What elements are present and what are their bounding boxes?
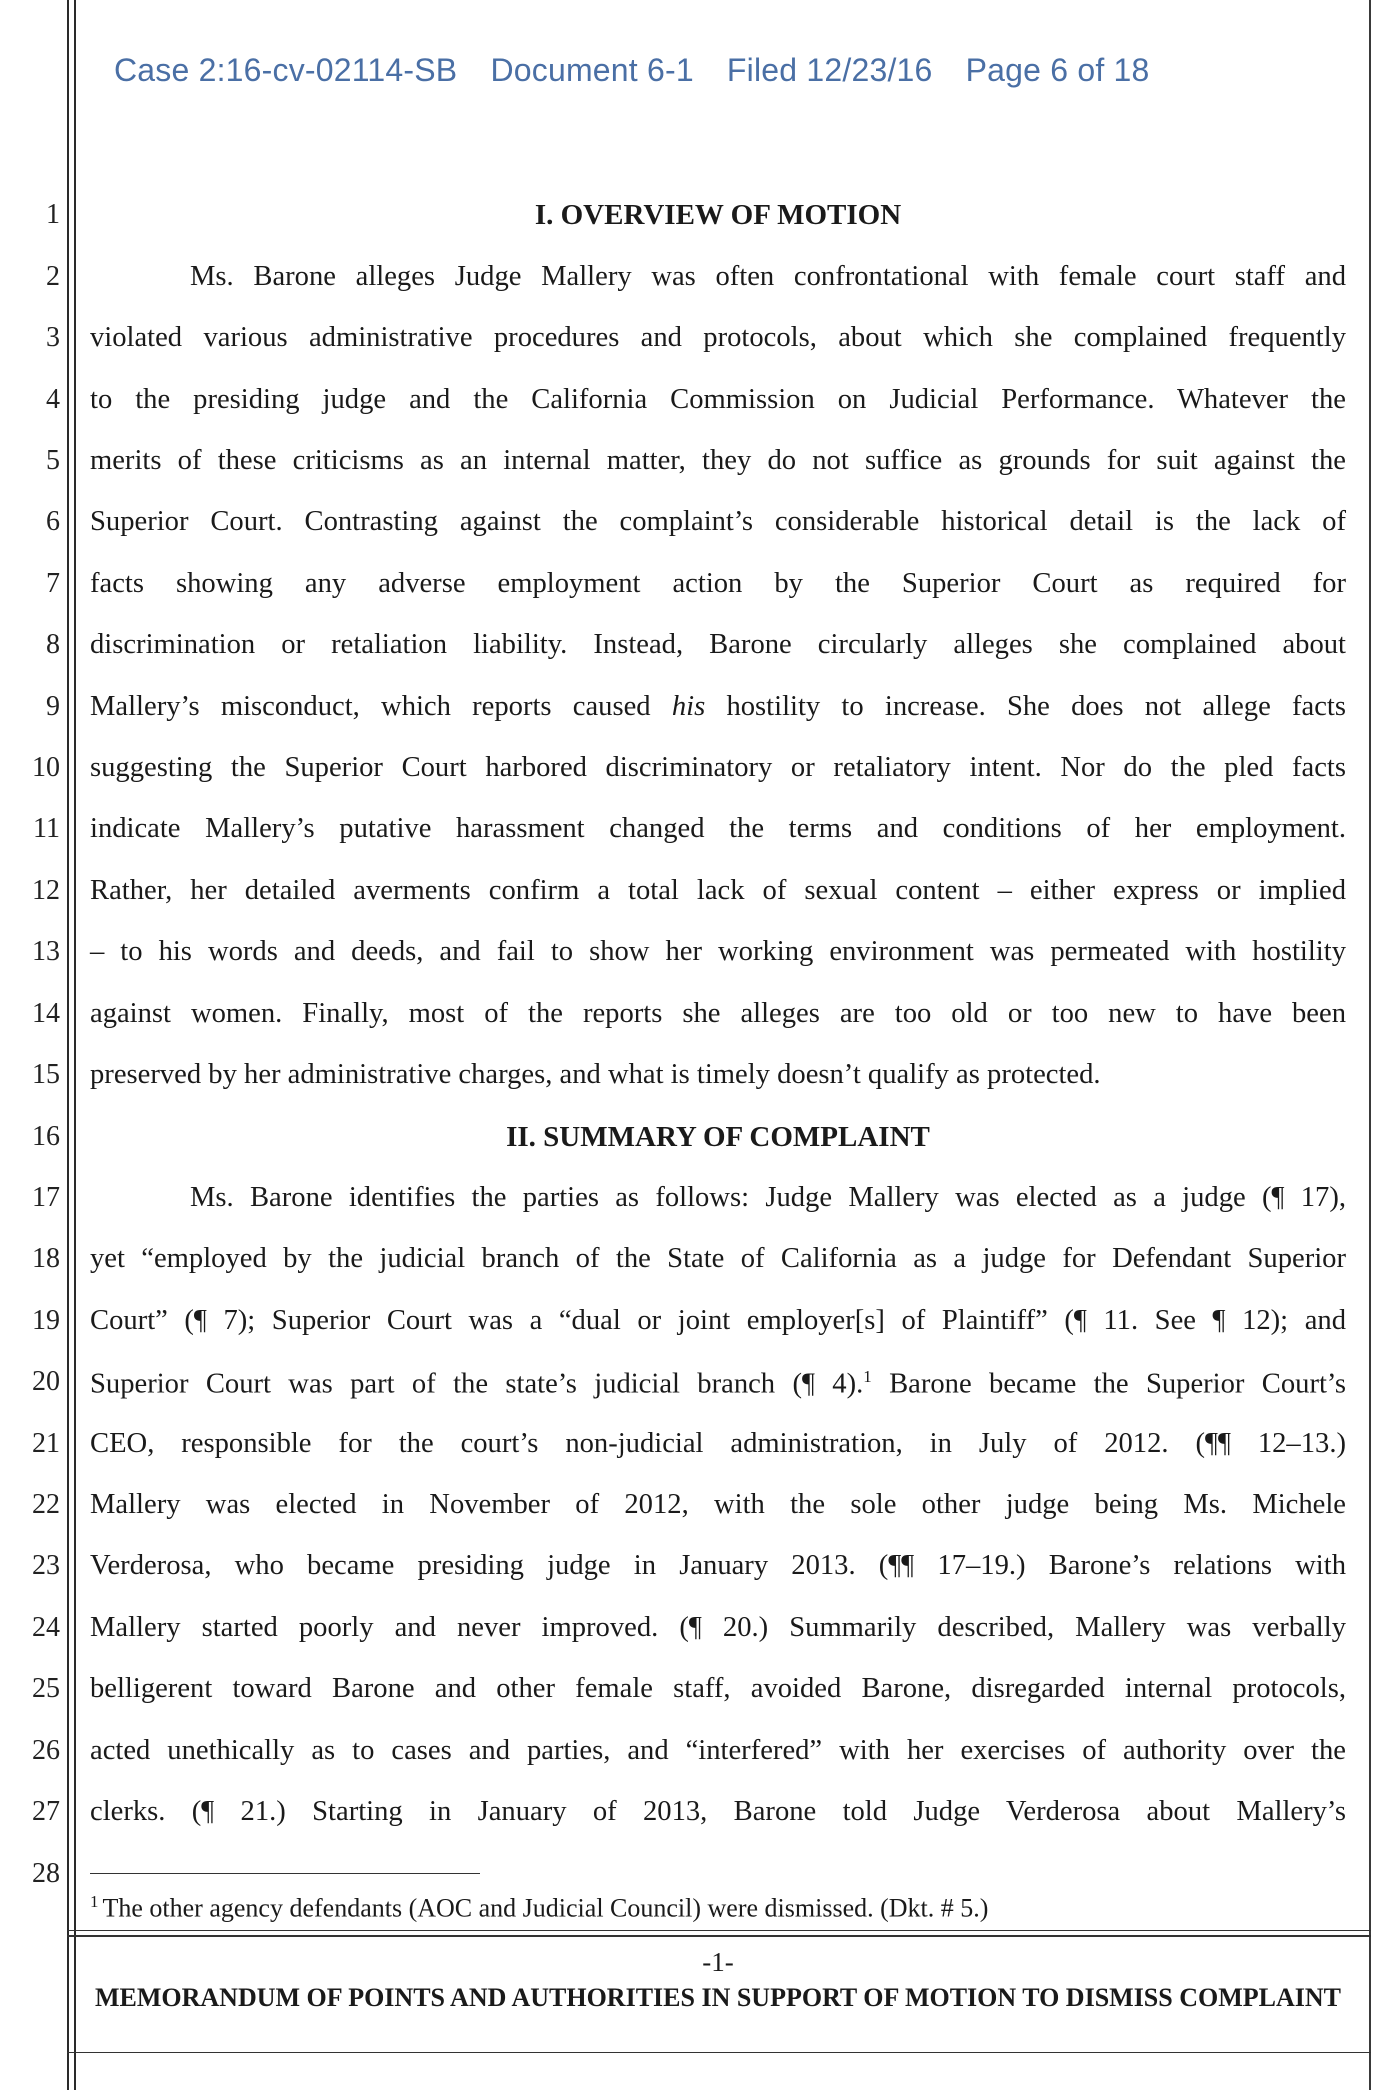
- line-number: 27: [32, 1796, 60, 1827]
- line-number: 18: [32, 1243, 60, 1274]
- body-line: acted unethically as to cases and parties, and “interfered” with her exercises of authority over the: [90, 1735, 1346, 1766]
- line-number: 24: [32, 1612, 60, 1643]
- body-line: Ms. Barone identifies the parties as follows: Judge Mallery was elected as a judge (¶ 17),: [190, 1182, 1346, 1213]
- body-line: to the presiding judge and the California Commission on Judicial Performance. Whatever the: [90, 384, 1346, 415]
- body-line: CEO, responsible for the court’s non-judicial administration, in July of 2012. (¶¶ 12–13.): [90, 1428, 1346, 1459]
- line-number: 28: [32, 1858, 60, 1889]
- page-number: -1-: [702, 1947, 734, 1977]
- body-line: indicate Mallery’s putative harassment changed the terms and conditions of her employment.: [90, 813, 1346, 844]
- line-number: 12: [32, 875, 60, 906]
- pleading-rule-left-inner: [74, 0, 76, 2090]
- document-number: Document 6-1: [490, 52, 694, 88]
- body-text-span: Superior Court was part of the state’s judicial branch (¶ 4).: [90, 1368, 864, 1400]
- document-title-footer: MEMORANDUM OF POINTS AND AUTHORITIES IN SUPPORT OF MOTION TO DISMISS COMPLAINT: [94, 1983, 1342, 2012]
- footer-rule-bottom: [67, 2052, 1371, 2053]
- line-number: 1: [46, 199, 60, 230]
- body-line: preserved by her administrative charges, and what is timely doesn’t qualify as protected.: [90, 1059, 1101, 1090]
- body-line: clerks. (¶ 21.) Starting in January of 2013, Barone told Judge Verderosa about Mallery’s: [90, 1796, 1346, 1827]
- line-number: 25: [32, 1673, 60, 1704]
- line-number: 13: [32, 936, 60, 967]
- line-number: 17: [32, 1182, 60, 1213]
- line-number: 6: [46, 506, 60, 537]
- body-line: yet “employed by the judicial branch of the State of California as a judge for Defendant Superior: [90, 1243, 1346, 1274]
- body-line: Superior Court. Contrasting against the complaint’s considerable historical detail is the lack of: [90, 506, 1346, 537]
- line-number: 2: [46, 261, 60, 292]
- footnote-marker: 1: [90, 1892, 99, 1911]
- pleading-rule-right: [1369, 0, 1371, 2090]
- body-line: Verderosa, who became presiding judge in January 2013. (¶¶ 17–19.) Barone’s relations with: [90, 1550, 1346, 1581]
- line-number: 9: [46, 691, 60, 722]
- line-number: 22: [32, 1489, 60, 1520]
- body-text-span: Mallery’s misconduct, which reports caused: [90, 691, 672, 722]
- line-number: 7: [46, 568, 60, 599]
- body-line: suggesting the Superior Court harbored discriminatory or retaliatory intent. Nor do the pled facts: [90, 752, 1346, 783]
- footnote-text: The other agency defendants (AOC and Judicial Council) were dismissed. (Dkt. # 5.): [102, 1893, 989, 1923]
- line-number: 26: [32, 1735, 60, 1766]
- line-number: 23: [32, 1550, 60, 1581]
- line-numbers: [0, 0, 60, 2090]
- line-number: 16: [32, 1121, 60, 1152]
- line-number: 20: [32, 1366, 60, 1397]
- footer-rule: [67, 1930, 1371, 1931]
- page-indicator: Page 6 of 18: [965, 52, 1150, 88]
- body-line: violated various administrative procedures and protocols, about which she complained frequently: [90, 322, 1346, 353]
- body-line: Ms. Barone alleges Judge Mallery was often confrontational with female court staff and: [190, 261, 1346, 292]
- line-number: 10: [32, 752, 60, 783]
- footnote-divider: [90, 1873, 480, 1874]
- body-line: belligerent toward Barone and other female staff, avoided Barone, disregarded internal protocols,: [90, 1673, 1346, 1704]
- section-heading-overview: I. OVERVIEW OF MOTION: [534, 199, 902, 231]
- body-line: merits of these criticisms as an internal matter, they do not suffice as grounds for suit against the: [90, 445, 1346, 476]
- body-text-span: hostility to increase. She does not allege facts: [705, 691, 1346, 722]
- line-number: 8: [46, 629, 60, 660]
- filed-date: Filed 12/23/16: [726, 52, 933, 88]
- line-number: 19: [32, 1305, 60, 1336]
- body-line: Mallery was elected in November of 2012, with the sole other judge being Ms. Michele: [90, 1489, 1346, 1520]
- body-line: [90, 1368, 1346, 1400]
- body-line: facts showing any adverse employment action by the Superior Court as required for: [90, 568, 1346, 599]
- body-line: against women. Finally, most of the reports she alleges are too old or too new to have been: [90, 998, 1346, 1029]
- case-number: Case 2:16-cv-02114-SB: [114, 52, 458, 88]
- section-heading-summary: II. SUMMARY OF COMPLAINT: [506, 1121, 930, 1153]
- line-number: 14: [32, 998, 60, 1029]
- line-number: 11: [33, 813, 60, 844]
- body-line: Rather, her detailed averments confirm a total lack of sexual content – either express or implied: [90, 875, 1346, 906]
- footer-rule-double: [67, 1935, 1371, 1937]
- line-number: 15: [32, 1059, 60, 1090]
- line-number: 21: [32, 1428, 60, 1459]
- footnote: [90, 1893, 1346, 1922]
- body-text-span: Barone became the Superior Court’s: [871, 1368, 1346, 1400]
- line-number: 3: [46, 322, 60, 353]
- pleading-rule-left: [67, 0, 69, 2090]
- body-line: Mallery started poorly and never improved. (¶ 20.) Summarily described, Mallery was verbally: [90, 1612, 1346, 1643]
- line-number: 5: [46, 445, 60, 476]
- emphasis-his: his: [671, 691, 706, 722]
- footnote-reference: 1: [863, 1367, 872, 1386]
- line-number: 4: [46, 384, 60, 415]
- ecf-header-stamp: [114, 52, 1354, 89]
- body-line: discrimination or retaliation liability. Instead, Barone circularly alleges she complained about: [90, 629, 1346, 660]
- body-line: [90, 693, 1346, 725]
- body-line: – to his words and deeds, and fail to show her working environment was permeated with hostility: [90, 936, 1346, 967]
- body-line: Court” (¶ 7); Superior Court was a “dual or joint employer[s] of Plaintiff” (¶ 11. See ¶ 12); and: [90, 1305, 1346, 1336]
